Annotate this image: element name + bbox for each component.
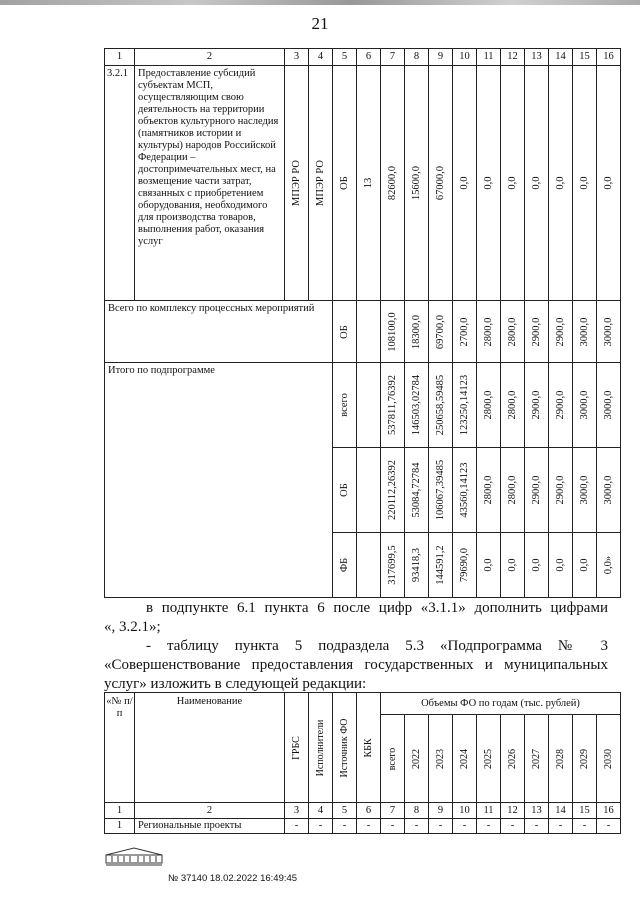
- value-cell: [381, 363, 405, 448]
- row-number: 1: [105, 819, 135, 834]
- dash-cell: -: [285, 819, 309, 834]
- amendment-text-1: в подпункте 6.1 пункта 6 после цифр «3.1.1» дополнить цифрами: [146, 600, 608, 616]
- value-cell: [501, 301, 525, 363]
- value-cell: [453, 66, 477, 301]
- value-cell: [501, 363, 525, 448]
- column-number: 5: [333, 803, 357, 819]
- value-cell: [597, 301, 621, 363]
- value: 53084,72784: [410, 462, 422, 518]
- col-kbk-label: КБК: [362, 737, 374, 758]
- value: 317699,5: [386, 545, 398, 585]
- year-label: 2028: [554, 748, 566, 769]
- value-cell: [573, 66, 597, 301]
- column-number: 1: [105, 803, 135, 819]
- value: 2800,0: [482, 317, 494, 346]
- value-cell: [453, 448, 477, 533]
- header-cell: 14: [549, 49, 573, 66]
- value-cell: [597, 448, 621, 533]
- value-cell: [597, 66, 621, 301]
- header-cell: 11: [477, 49, 501, 66]
- value-cell: [597, 363, 621, 448]
- value: 106067,39485: [434, 459, 446, 521]
- column-numbers-row: [105, 803, 621, 819]
- table-row: [105, 66, 621, 301]
- row-number: 3.2.1: [105, 66, 135, 301]
- value: 220112,26392: [386, 460, 398, 520]
- year-label: 2027: [530, 748, 542, 769]
- value: 2800,0: [482, 475, 494, 505]
- value-cell: [381, 448, 405, 533]
- value: 537811,76392: [386, 375, 398, 435]
- table-header-row: [105, 693, 621, 715]
- year-label: 2025: [482, 748, 494, 769]
- value: 0,0: [554, 176, 566, 190]
- source-cell: [333, 533, 357, 598]
- empty-cell: [357, 533, 381, 598]
- doc-number: № 37140: [168, 873, 208, 884]
- empty-cell: [357, 448, 381, 533]
- value: 2900,0: [530, 475, 542, 505]
- value-cell: [573, 533, 597, 598]
- value: 3000,0: [602, 390, 614, 420]
- value: 146503,02784: [410, 374, 422, 436]
- value: 0,0: [602, 176, 614, 190]
- value-cell: [597, 533, 621, 598]
- amendment-text-2-cont: «Совершенствование предоставления государственных и муниципальных: [104, 657, 608, 673]
- value: 0,0»: [602, 555, 614, 575]
- col-total-header: [381, 715, 405, 803]
- source-value: ОБ: [338, 483, 350, 497]
- value: 2800,0: [506, 317, 518, 346]
- value-cell: [549, 448, 573, 533]
- value-cell: [525, 363, 549, 448]
- col-year-header: [501, 715, 525, 803]
- value-cell: [501, 533, 525, 598]
- col-year-header: [597, 715, 621, 803]
- col-source-header: [333, 693, 357, 803]
- value: 250658,59485: [434, 374, 446, 436]
- value: 3000,0: [602, 475, 614, 505]
- value: 69700,0: [434, 314, 446, 349]
- dash-cell: -: [405, 819, 429, 834]
- value: 0,0: [506, 558, 518, 572]
- amendment-text-1-cont: «, 3.2.1»;: [104, 619, 161, 635]
- value-cell: [549, 301, 573, 363]
- dash-cell: -: [573, 819, 597, 834]
- col-source-label: Источник ФО: [338, 718, 350, 777]
- col-year-header: [429, 715, 453, 803]
- value-cell: [525, 448, 549, 533]
- value: 0,0: [506, 176, 518, 190]
- value-cell: [405, 301, 429, 363]
- source-cell: [333, 448, 357, 533]
- col-number-header: «№ п/п: [105, 693, 135, 803]
- value-cell: [549, 66, 573, 301]
- value-cell: [429, 363, 453, 448]
- source-value: ОБ: [338, 324, 350, 339]
- col-year-header: [405, 715, 429, 803]
- column-number: 11: [477, 803, 501, 819]
- header-cell: 16: [597, 49, 621, 66]
- measure-name: Предоставление субсидий субъектам МСП, осуществляющим свою деятельность на территории объектов культурного наследия (памятников истории и культуры) народов Российской Федерации – достопримечательных мест, на возмещение части затрат, связанных с приобретением оборудования, необходимого для производства товаров, выполнения работ, оказания услуг: [135, 66, 285, 301]
- source-cell: [333, 363, 357, 448]
- value: 2900,0: [530, 317, 542, 346]
- header-cell: 5: [333, 49, 357, 66]
- value-cell: [525, 301, 549, 363]
- table-row: [105, 819, 621, 834]
- source-cell: [333, 301, 357, 363]
- header-cell: 7: [381, 49, 405, 66]
- dash-cell: -: [597, 819, 621, 834]
- value-cell: [477, 448, 501, 533]
- dash-cell: -: [477, 819, 501, 834]
- value-cell: [381, 66, 405, 301]
- scan-artifact: [0, 0, 640, 5]
- col-volumes-header: Объемы ФО по годам (тыс. рублей): [381, 693, 621, 715]
- building-stamp-icon: [104, 846, 164, 866]
- header-cell: 1: [105, 49, 135, 66]
- total-label: Итого по подпрограмме: [105, 363, 333, 598]
- header-cell: 6: [357, 49, 381, 66]
- value: 67000,0: [434, 165, 446, 201]
- source-value: ОБ: [338, 176, 350, 190]
- page-number: 21: [311, 14, 329, 33]
- header-cell: 9: [429, 49, 453, 66]
- column-number: 7: [381, 803, 405, 819]
- source-cell: [333, 66, 357, 301]
- value-cell: [429, 301, 453, 363]
- value: 15600,0: [410, 165, 422, 201]
- value: 3000,0: [578, 390, 590, 420]
- col-year-header: [453, 715, 477, 803]
- year-label: 2030: [602, 748, 614, 769]
- column-number: 6: [357, 803, 381, 819]
- value-cell: [381, 301, 405, 363]
- empty-cell: [357, 363, 381, 448]
- row-name: Региональные проекты: [135, 819, 285, 834]
- col-name-header: Наименование: [135, 693, 285, 803]
- value-cell: [573, 301, 597, 363]
- value: 2800,0: [482, 390, 494, 420]
- value: 2800,0: [506, 390, 518, 420]
- value: 2700,0: [458, 317, 470, 346]
- amendment-text-2: - таблицу пункта 5 подраздела 5.3 «Подпрограмма № 3: [146, 638, 608, 654]
- value-cell: [453, 533, 477, 598]
- value: 0,0: [530, 176, 542, 190]
- year-label: 2024: [458, 748, 470, 769]
- executor-value: МПЭР РО: [314, 160, 326, 206]
- dash-cell: -: [549, 819, 573, 834]
- value-cell: [477, 301, 501, 363]
- dash-cell: -: [453, 819, 477, 834]
- value-cell: [501, 448, 525, 533]
- dash-cell: -: [381, 819, 405, 834]
- column-number: 12: [501, 803, 525, 819]
- value-cell: [477, 533, 501, 598]
- value: 3000,0: [578, 475, 590, 505]
- doc-datetime: 18.02.2022 16:49:45: [209, 873, 298, 884]
- value: 0,0: [482, 176, 494, 190]
- value-cell: [453, 363, 477, 448]
- value-cell: [477, 66, 501, 301]
- empty-cell: [357, 301, 381, 363]
- value: 43560,14123: [458, 462, 470, 518]
- col-year-header: [525, 715, 549, 803]
- executor-cell: [309, 66, 333, 301]
- value: 0,0: [578, 558, 590, 572]
- dash-cell: -: [333, 819, 357, 834]
- column-number: 8: [405, 803, 429, 819]
- value: 0,0: [482, 558, 494, 572]
- value: 2900,0: [530, 390, 542, 420]
- value: 18300,0: [410, 314, 422, 349]
- new-edition-table: [104, 692, 621, 834]
- value-cell: [477, 363, 501, 448]
- column-number: 3: [285, 803, 309, 819]
- header-cell: 2: [135, 49, 285, 66]
- dash-cell: -: [525, 819, 549, 834]
- column-number: 4: [309, 803, 333, 819]
- grbs-value: МПЭР РО: [290, 160, 302, 206]
- year-label: 2023: [434, 748, 446, 769]
- col-total-label: всего: [386, 747, 398, 770]
- table-row: [105, 301, 621, 363]
- column-number: 2: [135, 803, 285, 819]
- value-cell: [525, 66, 549, 301]
- kbk-value: 13: [362, 177, 374, 189]
- value-cell: [549, 533, 573, 598]
- col-grbs-label: ГРБС: [290, 735, 302, 760]
- value-cell: [381, 533, 405, 598]
- document-registration: [168, 873, 297, 884]
- value-cell: [501, 66, 525, 301]
- header-cell: 15: [573, 49, 597, 66]
- value-cell: [429, 448, 453, 533]
- value: 2900,0: [554, 390, 566, 420]
- value-cell: [429, 533, 453, 598]
- year-label: 2022: [410, 748, 422, 769]
- header-cell: 8: [405, 49, 429, 66]
- col-year-header: [477, 715, 501, 803]
- header-cell: 3: [285, 49, 309, 66]
- table-row: [105, 363, 621, 448]
- col-year-header: [573, 715, 597, 803]
- header-cell: 4: [309, 49, 333, 66]
- column-number: 16: [597, 803, 621, 819]
- value: 0,0: [530, 558, 542, 572]
- col-year-header: [549, 715, 573, 803]
- value-cell: [525, 533, 549, 598]
- grbs-cell: [285, 66, 309, 301]
- column-number: 14: [549, 803, 573, 819]
- value-cell: [573, 448, 597, 533]
- column-number: 9: [429, 803, 453, 819]
- col-exec-label: Исполнители: [314, 719, 326, 776]
- value: 2900,0: [554, 475, 566, 505]
- value-cell: [405, 363, 429, 448]
- value-cell: [453, 301, 477, 363]
- column-number: 15: [573, 803, 597, 819]
- dash-cell: -: [357, 819, 381, 834]
- value: 82600,0: [386, 165, 398, 201]
- value-cell: [405, 533, 429, 598]
- col-exec-header: [309, 693, 333, 803]
- col-grbs-header: [285, 693, 309, 803]
- source-value: всего: [338, 393, 350, 417]
- header-cell: 10: [453, 49, 477, 66]
- col-kbk-header: [357, 693, 381, 803]
- value: 0,0: [554, 558, 566, 572]
- source-value: ФБ: [338, 557, 350, 573]
- dash-cell: -: [309, 819, 333, 834]
- dash-cell: -: [429, 819, 453, 834]
- value: 0,0: [578, 176, 590, 190]
- value: 0,0: [458, 176, 470, 190]
- value-cell: [429, 66, 453, 301]
- value: 79690,0: [458, 547, 470, 583]
- value: 3000,0: [602, 317, 614, 346]
- value: 2900,0: [554, 317, 566, 346]
- amendment-text-2-end: услуг» изложить в следующей редакции:: [104, 676, 367, 692]
- column-number: 13: [525, 803, 549, 819]
- year-label: 2026: [506, 748, 518, 769]
- year-label: 2029: [578, 748, 590, 769]
- header-cell: 13: [525, 49, 549, 66]
- table-header-row: [105, 49, 621, 66]
- value: 3000,0: [578, 317, 590, 346]
- continuation-table: [104, 48, 621, 598]
- value: 93418,3: [410, 547, 422, 583]
- kbk-cell: [357, 66, 381, 301]
- dash-cell: -: [501, 819, 525, 834]
- subtotal-label: Всего по комплексу процессных мероприятий: [105, 301, 333, 363]
- header-cell: 12: [501, 49, 525, 66]
- value-cell: [405, 448, 429, 533]
- column-number: 10: [453, 803, 477, 819]
- value: 144591,2: [434, 545, 446, 585]
- value: 123250,14123: [458, 374, 470, 436]
- value: 2800,0: [506, 475, 518, 505]
- value: 108100,0: [386, 311, 398, 352]
- value-cell: [549, 363, 573, 448]
- value-cell: [573, 363, 597, 448]
- value-cell: [405, 66, 429, 301]
